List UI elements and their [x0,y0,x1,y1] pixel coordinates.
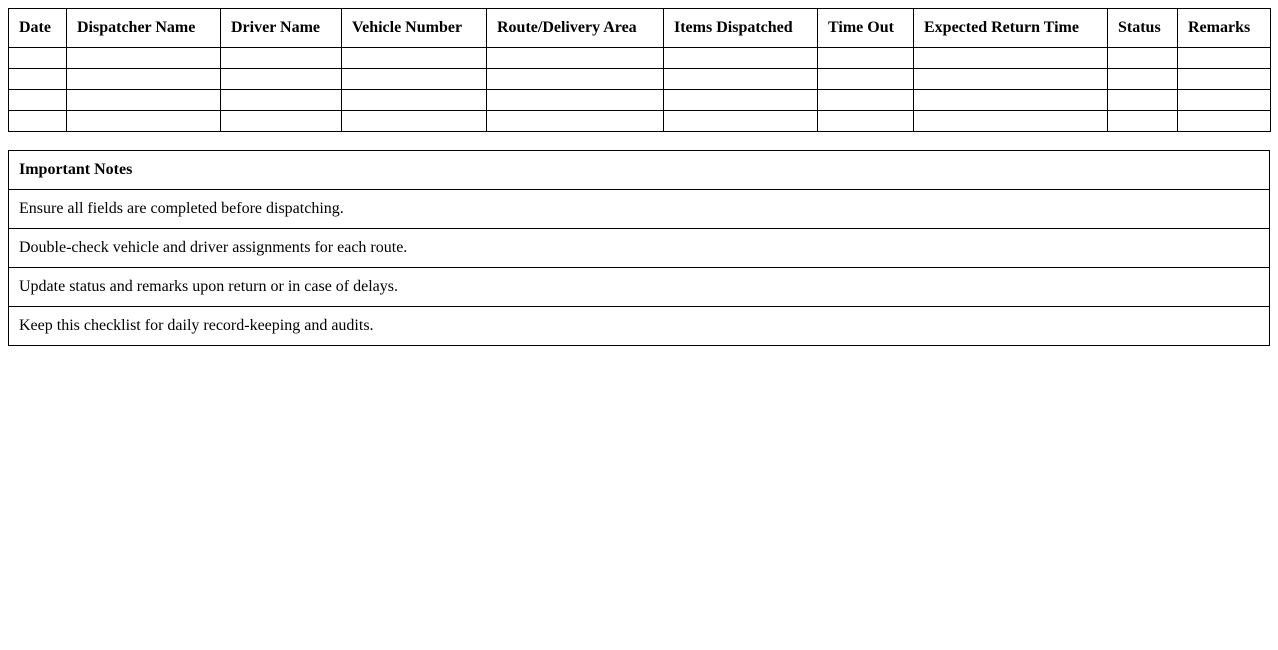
table-cell[interactable] [914,48,1108,69]
table-row [9,90,1271,111]
table-cell[interactable] [1178,48,1271,69]
table-cell[interactable] [9,111,67,132]
table-cell[interactable] [914,111,1108,132]
table-cell[interactable] [1108,48,1178,69]
table-cell[interactable] [818,90,914,111]
table-cell[interactable] [221,48,342,69]
table-row [9,111,1271,132]
table-cell[interactable] [487,48,664,69]
table-cell[interactable] [1108,69,1178,90]
table-header-row [9,9,1271,48]
table-cell[interactable] [221,111,342,132]
note-row [9,229,1270,268]
table-cell[interactable] [818,111,914,132]
table-cell[interactable] [818,48,914,69]
note-item: Ensure all fields are completed before dispatching. [9,190,1270,229]
table-cell[interactable] [221,90,342,111]
column-header-expected-return-time: Expected Return Time [914,9,1108,48]
note-row [9,190,1270,229]
table-cell[interactable] [67,90,221,111]
table-cell[interactable] [342,90,487,111]
column-header-driver-name: Driver Name [221,9,342,48]
column-header-dispatcher-name: Dispatcher Name [67,9,221,48]
table-cell[interactable] [1178,111,1271,132]
note-row [9,307,1270,346]
table-cell[interactable] [487,90,664,111]
table-cell[interactable] [1108,111,1178,132]
table-cell[interactable] [664,48,818,69]
table-cell[interactable] [342,69,487,90]
note-item: Update status and remarks upon return or in case of delays. [9,268,1270,307]
column-header-remarks: Remarks [1178,9,1271,48]
notes-title-row [9,151,1270,190]
table-cell[interactable] [9,90,67,111]
table-cell[interactable] [9,48,67,69]
table-row [9,69,1271,90]
table-row [9,48,1271,69]
notes-title: Important Notes [9,151,1270,190]
note-row [9,268,1270,307]
table-cell[interactable] [342,48,487,69]
table-cell[interactable] [67,69,221,90]
column-header-route-delivery-area: Route/Delivery Area [487,9,664,48]
table-cell[interactable] [487,69,664,90]
table-cell[interactable] [818,69,914,90]
table-cell[interactable] [67,111,221,132]
table-cell[interactable] [914,69,1108,90]
table-cell[interactable] [664,90,818,111]
table-cell[interactable] [487,111,664,132]
table-cell[interactable] [914,90,1108,111]
dispatch-table-body [9,48,1271,132]
important-notes-table [8,150,1270,346]
table-cell[interactable] [1178,69,1271,90]
note-item: Double-check vehicle and driver assignments for each route. [9,229,1270,268]
column-header-status: Status [1108,9,1178,48]
table-cell[interactable] [664,111,818,132]
column-header-items-dispatched: Items Dispatched [664,9,818,48]
table-cell[interactable] [664,69,818,90]
table-cell[interactable] [221,69,342,90]
table-cell[interactable] [1108,90,1178,111]
table-cell[interactable] [1178,90,1271,111]
column-header-date: Date [9,9,67,48]
note-item: Keep this checklist for daily record-keeping and audits. [9,307,1270,346]
table-cell[interactable] [67,48,221,69]
table-cell[interactable] [342,111,487,132]
column-header-time-out: Time Out [818,9,914,48]
dispatch-log-table [8,8,1271,132]
column-header-vehicle-number: Vehicle Number [342,9,487,48]
checklist-page [8,8,1270,346]
table-cell[interactable] [9,69,67,90]
